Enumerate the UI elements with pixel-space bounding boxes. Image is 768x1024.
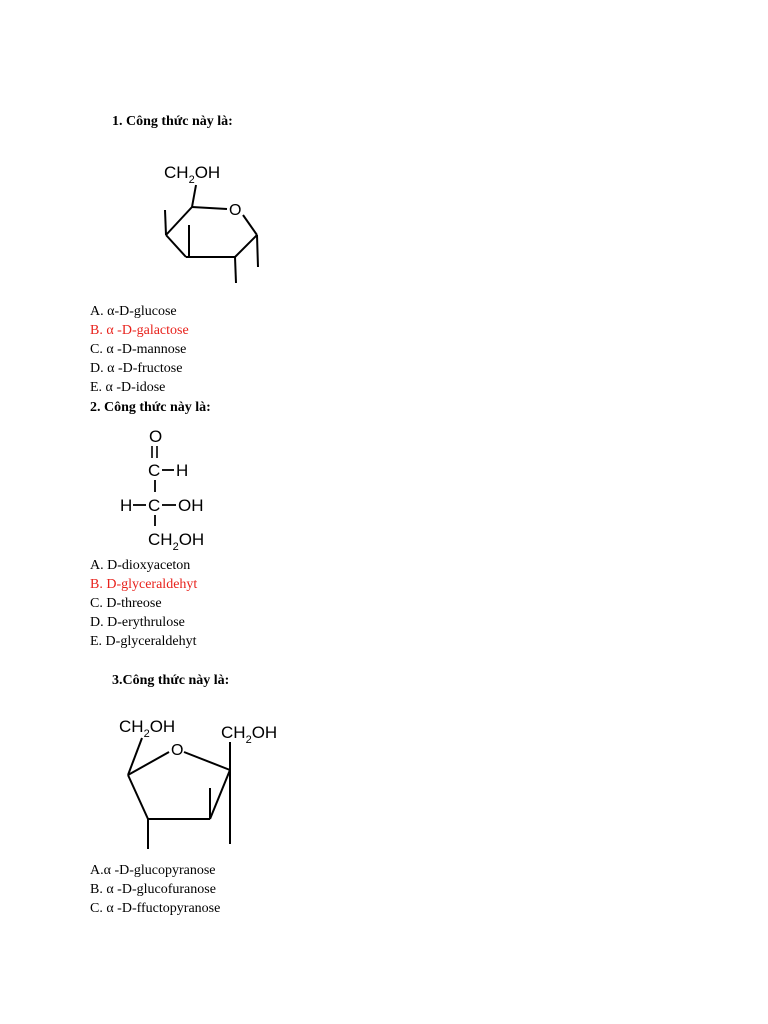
q2-option-b[interactable]: B. D-glyceraldehyt <box>90 577 198 592</box>
q3-option-c[interactable]: C. α -D-ffuctopyranose <box>90 901 221 916</box>
q1-option-d[interactable]: D. α -D-fructose <box>90 361 183 376</box>
q3-ring-oxygen: O <box>171 742 184 759</box>
q3-option-a[interactable]: A.α -D-glucopyranose <box>90 863 216 878</box>
question-1-title: 1. Công thức này là: <box>112 114 233 129</box>
question-2-options <box>90 556 197 651</box>
q1-option-b[interactable]: B. α -D-galactose <box>90 323 189 338</box>
question-1-options <box>90 302 189 397</box>
q2-c2: C <box>148 496 161 515</box>
q3-left-ch2oh: $CH_2OH$ <box>119 717 176 740</box>
question-3-options <box>90 861 220 918</box>
q2-hydroxyl: OH <box>178 496 204 515</box>
q2-option-c[interactable]: C. D-threose <box>90 596 162 611</box>
q2-option-d[interactable]: D. D-erythrulose <box>90 615 185 630</box>
question-2-title: 2. Công thức này là: <box>90 400 211 415</box>
question-3-title: 3.Công thức này là: <box>112 673 230 688</box>
q2-option-a[interactable]: A. D-dioxyaceton <box>90 558 191 573</box>
q1-ring-bonds <box>165 185 258 283</box>
question-3-structure <box>112 712 287 857</box>
q3-right-ch2oh: $CH_2OH$ <box>221 723 278 746</box>
question-2-structure <box>112 424 242 554</box>
q1-ring-oxygen: O <box>229 202 242 219</box>
q2-c1: C <box>148 461 161 480</box>
q2-left-h: H <box>120 496 133 515</box>
question-1-structure <box>150 155 275 297</box>
q1-option-c[interactable]: C. α -D-mannose <box>90 342 187 357</box>
q1-option-e[interactable]: E. α -D-idose <box>90 380 166 395</box>
q2-aldehyde-h: H <box>176 461 189 480</box>
q1-ch2oh-label: $CH_2OH$ <box>164 163 221 186</box>
q2-ch2oh-label: $CH_2OH$ <box>148 530 205 553</box>
q1-option-a[interactable]: A. α-D-glucose <box>90 304 177 319</box>
q3-option-b[interactable]: B. α -D-glucofuranose <box>90 882 216 897</box>
q2-option-e[interactable]: E. D-glyceraldehyt <box>90 634 197 649</box>
q2-carbonyl-oxygen: O <box>149 427 163 446</box>
